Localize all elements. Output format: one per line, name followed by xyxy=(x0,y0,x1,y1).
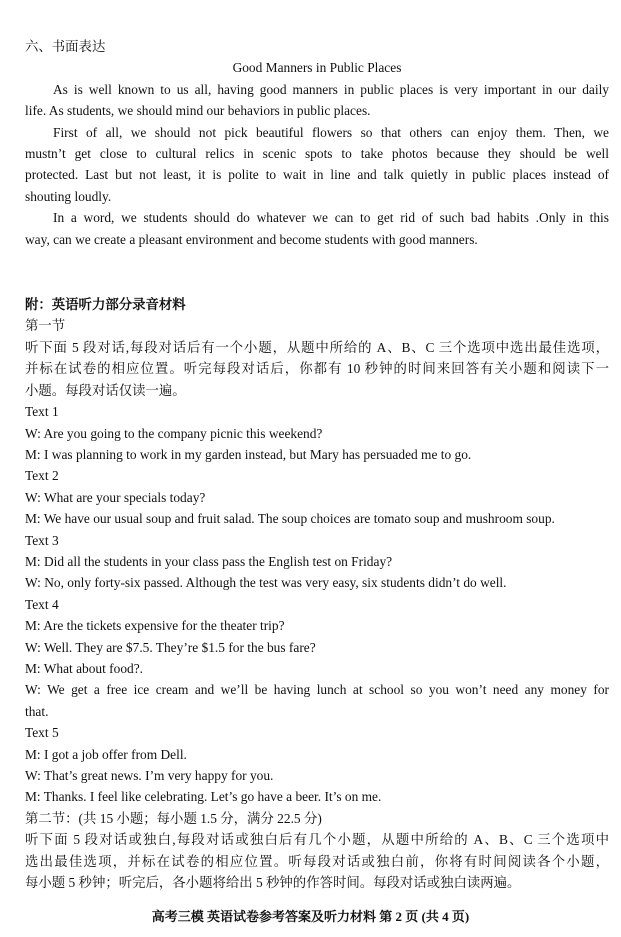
essay-title: Good Manners in Public Places xyxy=(232,60,402,76)
page-footer: 高考三模 英语试卷参考答案及听力材料 第 2 页 (共 4 页) xyxy=(151,909,470,924)
text-label: Text 4 xyxy=(25,596,59,612)
dialogue-line: M: Are the tickets expensive for the theater trip? xyxy=(25,618,285,634)
section-spacer xyxy=(25,250,609,294)
document-page xyxy=(25,36,609,893)
dialogue-line: that. xyxy=(25,703,49,719)
text-label: Text 5 xyxy=(25,725,59,741)
essay-line: protected. Last but not least, it is polite to wait in line and talk quietly in public places instead of xyxy=(25,167,609,183)
appendix-heading: 附：英语听力部分录音材料 xyxy=(25,297,186,313)
text-label: Text 3 xyxy=(25,532,59,548)
dialogue-line: W: What are your specials today? xyxy=(25,489,206,505)
essay-line: life. As students, we should mind our behaviors in public places. xyxy=(25,103,371,119)
part2-label: 第二节：(共 15 小题；每小题 1.5 分，满分 22.5 分) xyxy=(25,810,322,826)
dialogue-line: M: Thanks. I feel like celebrating. Let’s go have a beer. It’s on me. xyxy=(25,789,382,805)
dialogue-line: W: No, only forty-six passed. Although the test was very easy, six students didn’t do well. xyxy=(25,575,507,591)
dialogue-line: W: We get a free ice cream and we’ll be having lunch at school so you won’t need any money for xyxy=(25,682,609,698)
text-label: Text 2 xyxy=(25,468,59,484)
part1-label: 第一节 xyxy=(25,318,66,334)
essay-line: As is well known to us all, having good manners in public places is very important in our daily xyxy=(53,81,609,97)
instruction-line: 选出最佳选项，并标在试卷的相应位置。听每段对话或独白前，你将有时间阅读各个小题， xyxy=(25,853,609,869)
dialogue-line: M: I was planning to work in my garden instead, but Mary has persuaded me to go. xyxy=(25,446,472,462)
dialogue-line: W: Are you going to the company picnic this weekend? xyxy=(25,425,323,441)
dialogue-line: M: What about food?. xyxy=(25,660,144,676)
instruction-line: 听下面 5 段对话或独白,每段对话或独白后有几个小题，从题中所给的 A、B、C 三个选项中 xyxy=(25,832,609,848)
section-heading: 六、书面表达 xyxy=(25,39,106,54)
dialogue-line: W: That’s great news. I’m very happy for you. xyxy=(25,768,274,783)
dialogue-line: M: I got a job offer from Dell. xyxy=(25,746,187,762)
text-label: Text 1 xyxy=(25,404,59,420)
instruction-line: 小题。每段对话仅读一遍。 xyxy=(25,382,186,398)
dialogue-line: W: Well. They are $7.5. They’re $1.5 for the bus fare? xyxy=(25,639,316,655)
instruction-line: 并标在试卷的相应位置。听完每段对话后，你都有 10 秒钟的时间来回答有关小题和阅读下一 xyxy=(25,361,609,377)
dialogue-line: M: We have our usual soup and fruit salad. The soup choices are tomato soup and mushroom soup. xyxy=(25,511,555,527)
essay-line: shouting loudly. xyxy=(25,188,112,204)
dialogue-line: M: Did all the students in your class pass the English test on Friday? xyxy=(25,553,393,569)
essay-line: First of all, we should not pick beautiful flowers so that others can enjoy them. Then, we xyxy=(53,124,609,140)
instruction-line: 每小题 5 秒钟；听完后，各小题将给出 5 秒钟的作答时间。每段对话或独白读两遍。 xyxy=(25,875,521,891)
essay-line: In a word, we students should do whatever we can to get rid of such bad habits .Only in this xyxy=(53,210,609,226)
essay-line: mustn’t get close to cultural relics in scenic spots to take photos because they should be well xyxy=(25,146,609,162)
instruction-line: 听下面 5 段对话,每段对话后有一个小题，从题中所给的 A、B、C 三个选项中选出最佳选项， xyxy=(25,339,609,355)
essay-line: way, can we create a pleasant environment and become students with good manners. xyxy=(25,231,478,247)
